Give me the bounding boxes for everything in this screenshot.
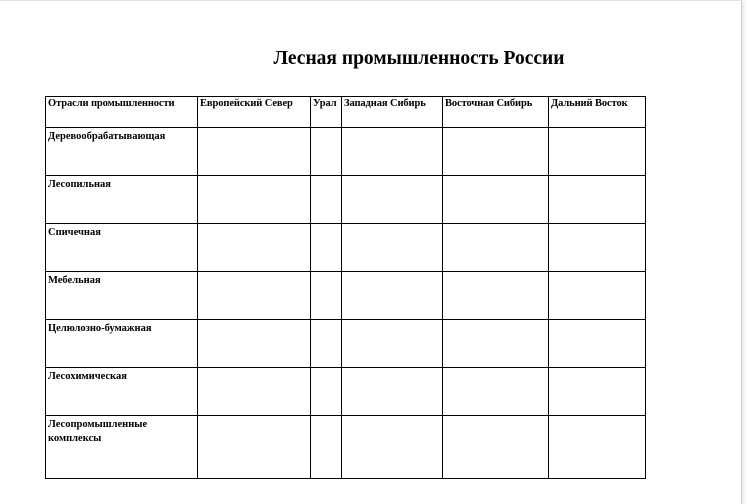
table-row bbox=[46, 272, 646, 320]
table-cell bbox=[443, 128, 549, 176]
table-cell bbox=[342, 176, 443, 224]
table-cell bbox=[549, 272, 646, 320]
row-label-woodworking: Деревообрабатывающая bbox=[46, 128, 198, 176]
table-cell bbox=[342, 368, 443, 416]
table-cell bbox=[549, 368, 646, 416]
table-cell bbox=[342, 224, 443, 272]
table-cell bbox=[311, 272, 342, 320]
table-cell bbox=[311, 320, 342, 368]
table-cell bbox=[311, 176, 342, 224]
page-title: Лесная промышленность России bbox=[273, 48, 565, 69]
table-cell bbox=[311, 368, 342, 416]
table-cell bbox=[311, 416, 342, 479]
table-cell bbox=[549, 176, 646, 224]
row-label-pulp-paper: Целюлозно-бумажная bbox=[46, 320, 198, 368]
column-header-west-siberia: Западная Сибирь bbox=[342, 97, 443, 128]
column-header-european-north: Европейский Север bbox=[198, 97, 311, 128]
forest-industry-table bbox=[45, 96, 646, 479]
column-header-far-east: Дальний Восток bbox=[549, 97, 646, 128]
table-header-row bbox=[46, 97, 646, 128]
table-cell bbox=[342, 272, 443, 320]
table-row bbox=[46, 320, 646, 368]
row-label-match: Спичечная bbox=[46, 224, 198, 272]
table-cell bbox=[443, 416, 549, 479]
table-cell bbox=[443, 224, 549, 272]
table-cell bbox=[198, 128, 311, 176]
table-cell bbox=[443, 368, 549, 416]
table-cell bbox=[198, 176, 311, 224]
row-label-furniture: Мебельная bbox=[46, 272, 198, 320]
table-cell bbox=[443, 176, 549, 224]
table-cell bbox=[549, 320, 646, 368]
table-row bbox=[46, 176, 646, 224]
table-cell bbox=[311, 224, 342, 272]
table-row bbox=[46, 416, 646, 479]
table-cell bbox=[198, 368, 311, 416]
table-cell bbox=[443, 272, 549, 320]
table-cell bbox=[443, 320, 549, 368]
table-row bbox=[46, 128, 646, 176]
table-row bbox=[46, 224, 646, 272]
table-cell bbox=[342, 320, 443, 368]
row-label-timber-complexes: Лесопромышленные комплексы bbox=[46, 416, 198, 479]
row-label-wood-chemical: Лесохимическая bbox=[46, 368, 198, 416]
column-header-east-siberia: Восточная Сибирь bbox=[443, 97, 549, 128]
table-cell bbox=[198, 272, 311, 320]
table-row bbox=[46, 368, 646, 416]
table-cell bbox=[342, 416, 443, 479]
table-cell bbox=[311, 128, 342, 176]
table-cell bbox=[549, 224, 646, 272]
table-cell bbox=[198, 320, 311, 368]
column-header-industry: Отрасли промышленности bbox=[46, 97, 198, 128]
table-cell bbox=[549, 128, 646, 176]
table-cell bbox=[549, 416, 646, 479]
row-label-sawmill: Лесопильная bbox=[46, 176, 198, 224]
table-cell bbox=[342, 128, 443, 176]
table-cell bbox=[198, 224, 311, 272]
table-cell bbox=[198, 416, 311, 479]
column-header-ural: Урал bbox=[311, 97, 342, 128]
